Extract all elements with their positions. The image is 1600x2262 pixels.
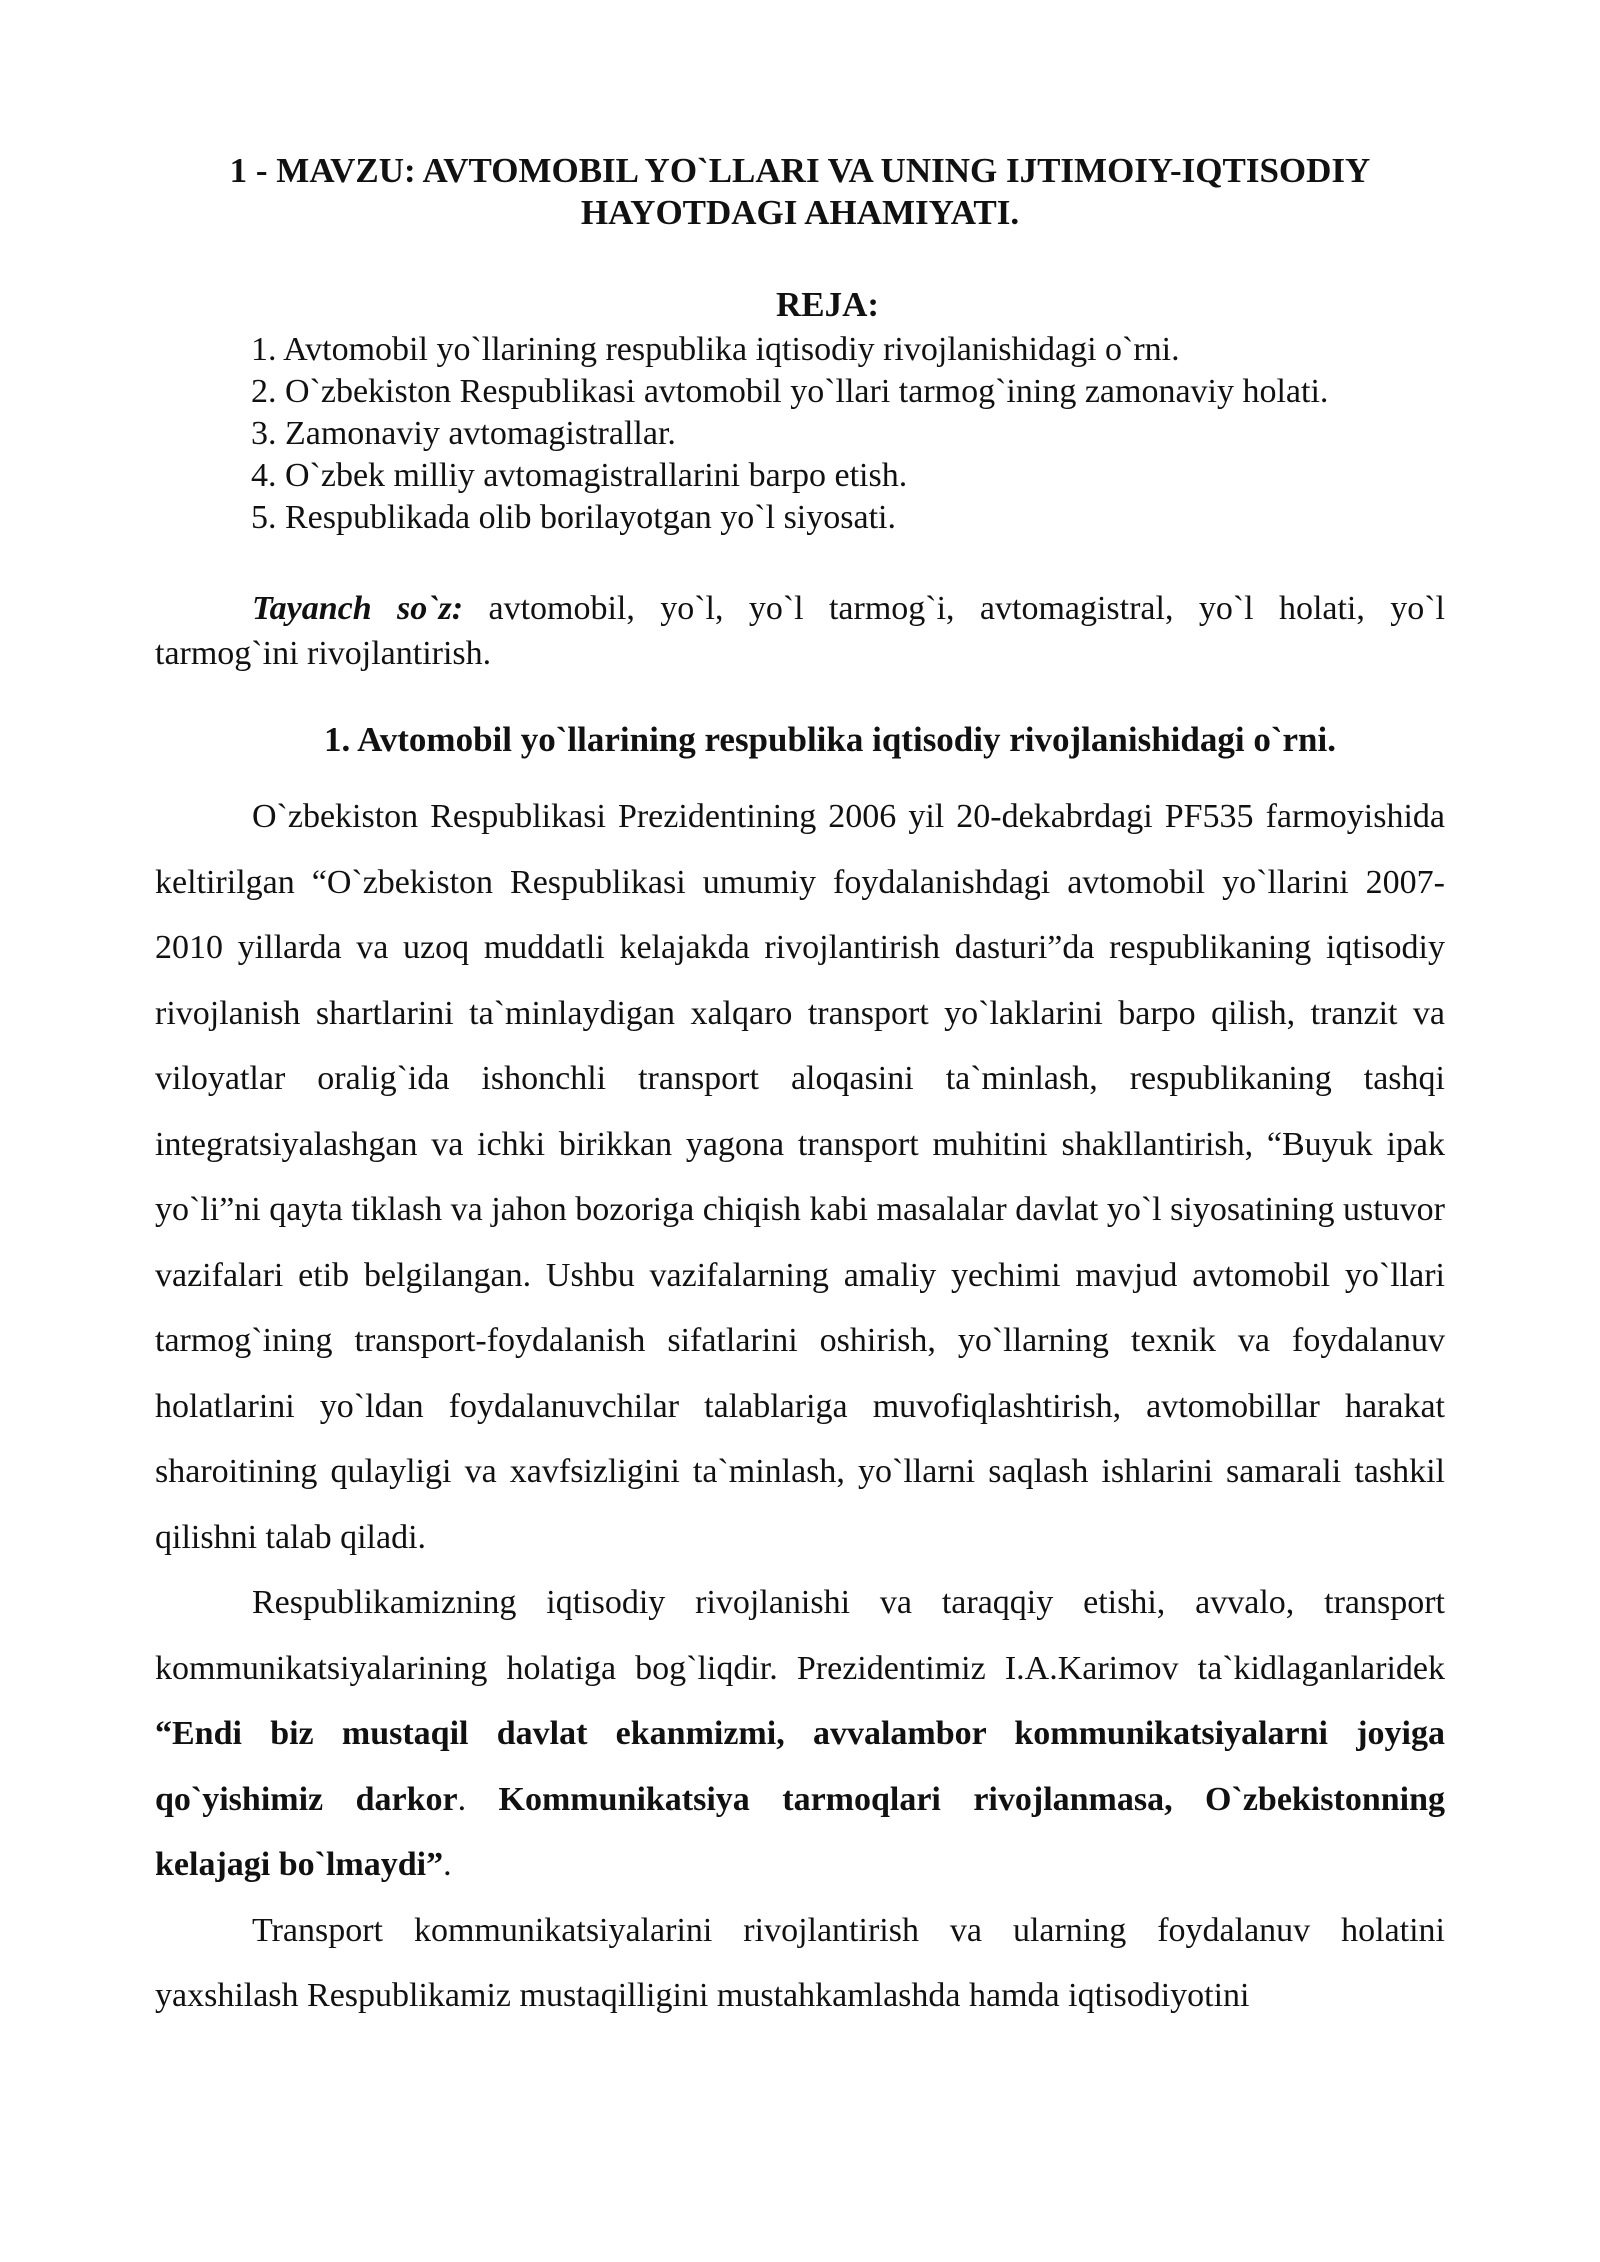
plan-item: 5. Respublikada olib borilayotgan yo`l siyosati.	[251, 499, 896, 536]
paragraph-text: Respublikamizning iqtisodiy rivojlanishi va taraqqiy etishi, avvalo, transport kommunikatsiyalarining holatiga bog`liqdir. Prezidentimiz I.A.Karimov ta`kidlaganlaridek	[155, 1584, 1445, 1687]
quote-text: “Endi biz mustaqil davlat ekanmizmi, avvalambor kommunikatsiyalarni joyiga qo`yishimiz darkor	[155, 1715, 1445, 1818]
paragraph-text: .	[457, 1780, 499, 1818]
plan-list	[251, 329, 1328, 539]
keywords-paragraph	[155, 586, 1445, 676]
keywords-text: avtomobil, yo`l, yo`l tarmog`i, avtomagistral, yo`l holati, yo`l tarmog`ini rivojlantirish.	[155, 590, 1445, 672]
paragraph-text: .	[443, 1846, 452, 1883]
plan-heading: REJA:	[775, 285, 880, 324]
quote-text: Kommunikatsiya tarmoqlari rivojlanmasa, O`zbekistonning kelajagi bo`lmaydi”	[155, 1780, 1445, 1883]
plan-item: 4. O`zbek milliy avtomagistrallarini barpo etish.	[251, 457, 908, 494]
section-body	[155, 784, 1445, 2029]
body-paragraph: Transport kommunikatsiyalarini rivojlantirish va ularning foydalanuv holatini yaxshilash Respublikamiz mustaqilligini mustahkamlashda hamda iqtisodiyotini	[155, 1911, 1445, 2014]
plan-item: 3. Zamonaviy avtomagistrallar.	[251, 415, 676, 452]
body-paragraph: O`zbekiston Respublikasi Prezidentining 2006 yil 20-dekabrdagi PF535 farmoyishida keltirilgan “O`zbekiston Respublikasi umumiy foydalanishdagi avtomobil yo`llarini 2007-2010 yillarda va uzoq muddatli kelajakda rivojlantirish dasturi”da respublikaning iqtisodiy rivojlanish shartlarini ta`minlaydigan xalqaro transport yo`laklarini barpo qilish, tranzit va viloyatlar oralig`ida ishonchli transport aloqasini ta`minlash, respublikaning tashqi integratsiyalashgan va ichki birikkan yagona transport muhitini shakllantirish, “Buyuk ipak yo`li”ni qayta tiklash va jahon bozoriga chiqish kabi masalalar davlat yo`l siyosatining ustuvor vazifalari etib belgilangan. Ushbu vazifalarning amaliy yechimi mavjud avtomobil yo`llari tarmog`ining transport-foydalanish sifatlarini oshirish, yo`llarning texnik va foydalanuv holatlarini yo`ldan foydalanuvchilar talablariga muvofiqlashtirish, avtomobillar harakat sharoitining qulayligi va xavfsizligini ta`minlash, yo`llarni saqlash ishlarini samarali tashkil qilishni talab qiladi.	[155, 798, 1445, 1556]
keywords-label: Tayanch so`z:	[252, 590, 464, 627]
body-paragraph	[155, 1570, 1445, 1898]
section-heading: 1. Avtomobil yo`llarining respublika iqtisodiy rivojlanishidagi o`rni.	[324, 720, 1336, 759]
plan-item: 1. Avtomobil yo`llarining respublika iqtisodiy rivojlanishidagi o`rni.	[251, 331, 1180, 368]
page-title: 1 - MAVZU: AVTOMOBIL YO`LLARI VA UNING IJTIMOIY-IQTISODIY HAYOTDAGI AHAMIYATI.	[229, 151, 1371, 232]
plan-item: 2. O`zbekiston Respublikasi avtomobil yo`llari tarmog`ining zamonaviy holati.	[251, 373, 1329, 410]
